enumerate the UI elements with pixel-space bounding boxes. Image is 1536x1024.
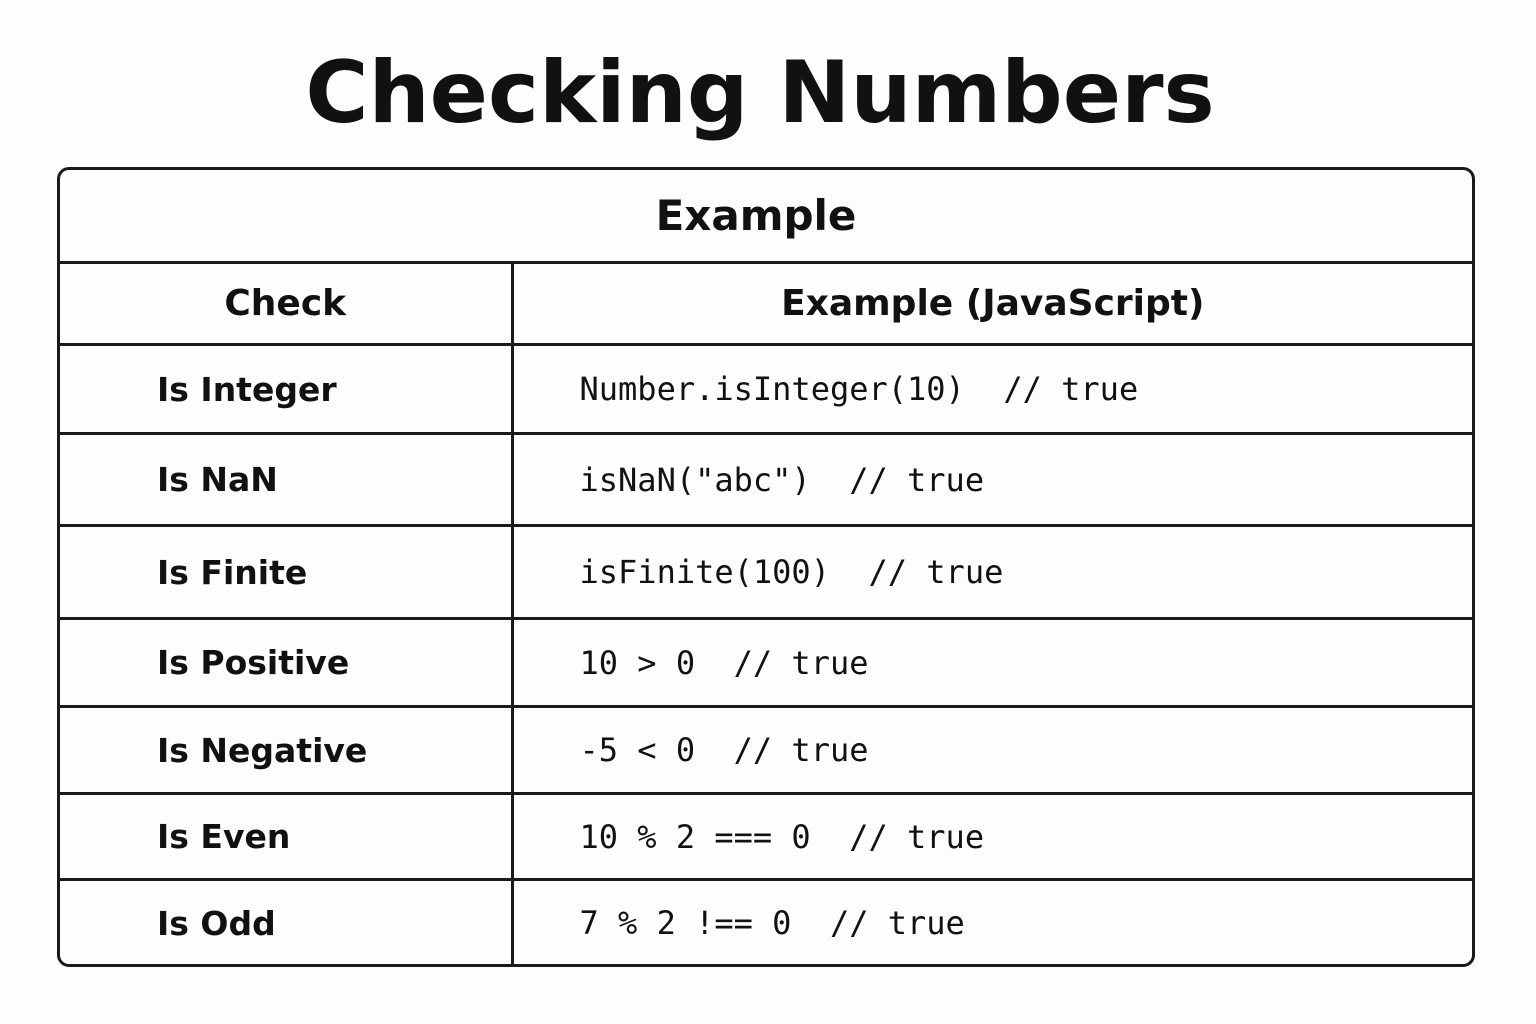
table-caption-label: Example (655, 191, 857, 240)
column-header-example: Example (JavaScript) (512, 264, 1472, 345)
check-name: Is Negative (60, 707, 512, 794)
column-header-check: Check (60, 264, 512, 345)
code-example: 10 > 0 // true (512, 619, 1472, 707)
header-row (60, 264, 1472, 345)
page-title: Checking Numbers (305, 43, 1215, 143)
checks-grid (60, 264, 1472, 966)
table-row (60, 880, 1472, 966)
code-example: Number.isInteger(10) // true (512, 345, 1472, 434)
check-name: Is Finite (60, 526, 512, 619)
table-row (60, 619, 1472, 707)
code-example: 10 % 2 === 0 // true (512, 794, 1472, 880)
check-name: Is Odd (60, 880, 512, 966)
code-example: isNaN("abc") // true (512, 434, 1472, 526)
table-row (60, 526, 1472, 619)
check-name: Is NaN (60, 434, 512, 526)
code-example: isFinite(100) // true (512, 526, 1472, 619)
check-name: Is Even (60, 794, 512, 880)
code-example: 7 % 2 !== 0 // true (579, 904, 965, 943)
table-row (60, 794, 1472, 880)
check-name: Is Positive (60, 619, 512, 707)
checks-table (57, 167, 1475, 967)
code-example: -5 < 0 // true (512, 707, 1472, 794)
table-caption (60, 170, 1472, 264)
table-row (60, 707, 1472, 794)
table-row (60, 434, 1472, 526)
check-name: Is Integer (60, 345, 512, 434)
table-row (60, 345, 1472, 434)
